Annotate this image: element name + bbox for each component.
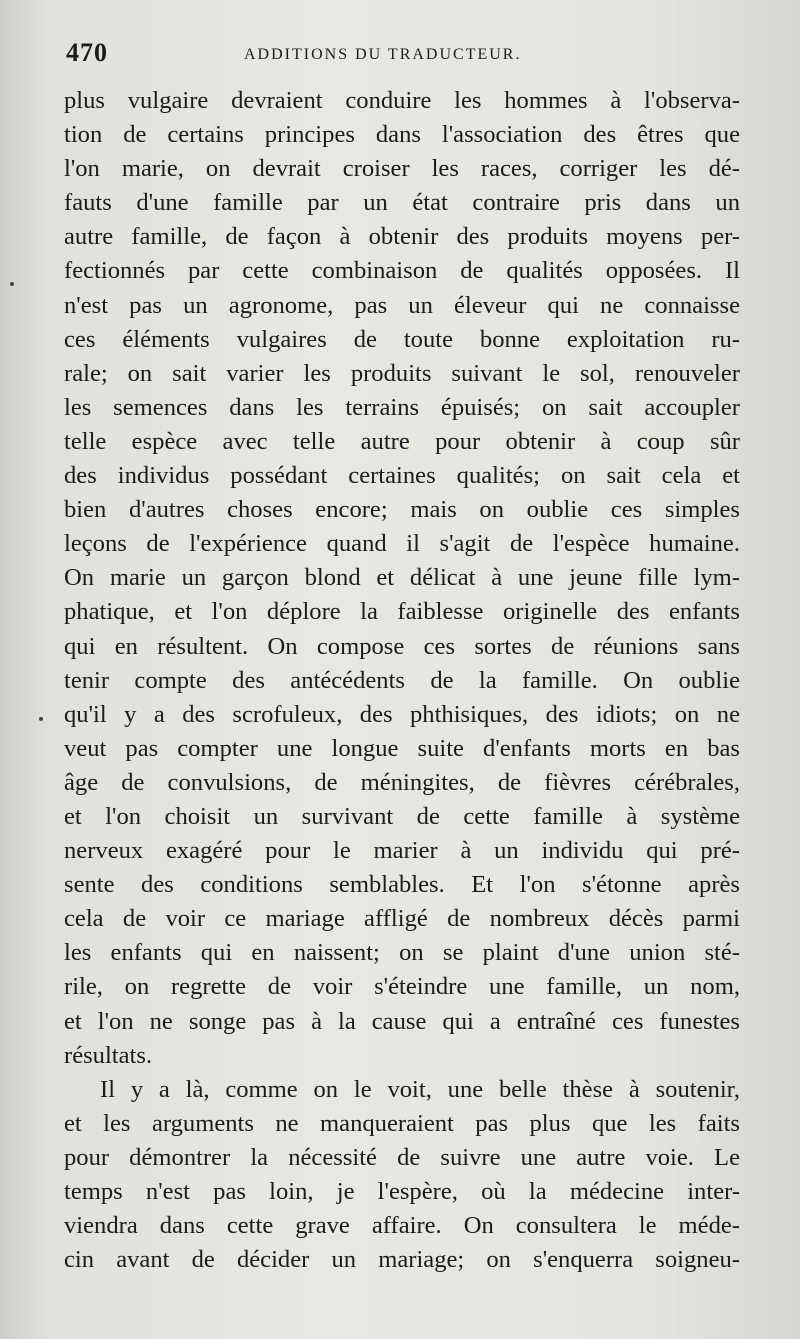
text-line: rale; on sait varier les produits suivant le sol, renouveler	[64, 359, 740, 387]
text-line: et l'on choisit un survivant de cette famille à système	[64, 802, 740, 830]
text-line: nerveux exagéré pour le marier à un individu qui pré-	[64, 837, 740, 865]
text-line: phatique, et l'on déplore la faiblesse originelle des enfants	[64, 598, 740, 626]
page-header	[66, 38, 738, 78]
text-line: fectionnés par cette combinaison de qualités opposées. Il	[64, 257, 740, 285]
text-line: temps n'est pas loin, je l'espère, où la médecine inter-	[64, 1178, 740, 1205]
running-head: ADDITIONS DU TRADUCTEUR.	[244, 46, 522, 63]
text-line: viendra dans cette grave affaire. On consultera le méde-	[64, 1212, 740, 1240]
text-line: âge de convulsions, de méningites, de fièvres cérébrales,	[64, 768, 740, 796]
text-line: cin avant de décider un mariage; on s'enquerra soigneu-	[64, 1246, 740, 1274]
text-line: Il y a là, comme on le voit, une belle thèse à soutenir,	[100, 1075, 740, 1103]
body-text	[64, 84, 740, 1277]
text-line: qu'il y a des scrofuleux, des phthisiques, des idiots; on ne	[64, 700, 740, 728]
text-line: résultats.	[64, 1041, 153, 1069]
text-line: leçons de l'expérience quand il s'agit de l'espèce humaine.	[64, 530, 740, 558]
text-line: ces éléments vulgaires de toute bonne exploitation ru-	[64, 325, 740, 353]
text-line: l'on marie, on devrait croiser les races, corriger les dé-	[64, 155, 740, 183]
text-line: autre famille, de façon à obtenir des produits moyens per-	[64, 223, 740, 251]
text-line: les enfants qui en naissent; on se plaint d'une union sté-	[64, 939, 740, 967]
text-line: et l'on ne songe pas à la cause qui a entraîné ces funestes	[64, 1007, 740, 1035]
text-line: les semences dans les terrains épuisés; on sait accoupler	[64, 393, 740, 421]
text-line: On marie un garçon blond et délicat à une jeune fille lym-	[64, 564, 740, 592]
text-line: telle espèce avec telle autre pour obtenir à coup sûr	[64, 427, 740, 455]
text-line: des individus possédant certaines qualités; on sait cela et	[64, 462, 740, 490]
text-line: rile, on regrette de voir s'éteindre une famille, un nom,	[64, 973, 740, 1001]
text-line: sente des conditions semblables. Et l'on s'étonne après	[64, 871, 740, 899]
paragraph-2	[64, 1073, 740, 1278]
text-line: tion de certains principes dans l'association des êtres que	[64, 121, 740, 149]
text-line: pour démontrer la nécessité de suivre une autre voie. Le	[64, 1143, 740, 1171]
page-number: 470	[66, 38, 108, 67]
paragraph-1	[64, 84, 740, 1073]
text-line: bien d'autres choses encore; mais on oublie ces simples	[64, 496, 740, 524]
text-line: tenir compte des antécédents de la famille. On oublie	[64, 666, 740, 694]
text-line: qui en résultent. On compose ces sortes de réunions sans	[64, 632, 740, 660]
text-line: et les arguments ne manqueraient pas plus que les faits	[64, 1109, 740, 1137]
text-line: fauts d'une famille par un état contraire pris dans un	[64, 189, 740, 217]
text-line: n'est pas un agronome, pas un éleveur qui ne connaisse	[64, 291, 740, 319]
text-line: cela de voir ce mariage affligé de nombreux décès parmi	[64, 905, 740, 933]
text-line: plus vulgaire devraient conduire les hommes à l'observa-	[64, 87, 740, 114]
paper-speck	[39, 717, 43, 721]
text-line: veut pas compter une longue suite d'enfants morts en bas	[64, 734, 740, 762]
paper-speck	[10, 282, 14, 286]
